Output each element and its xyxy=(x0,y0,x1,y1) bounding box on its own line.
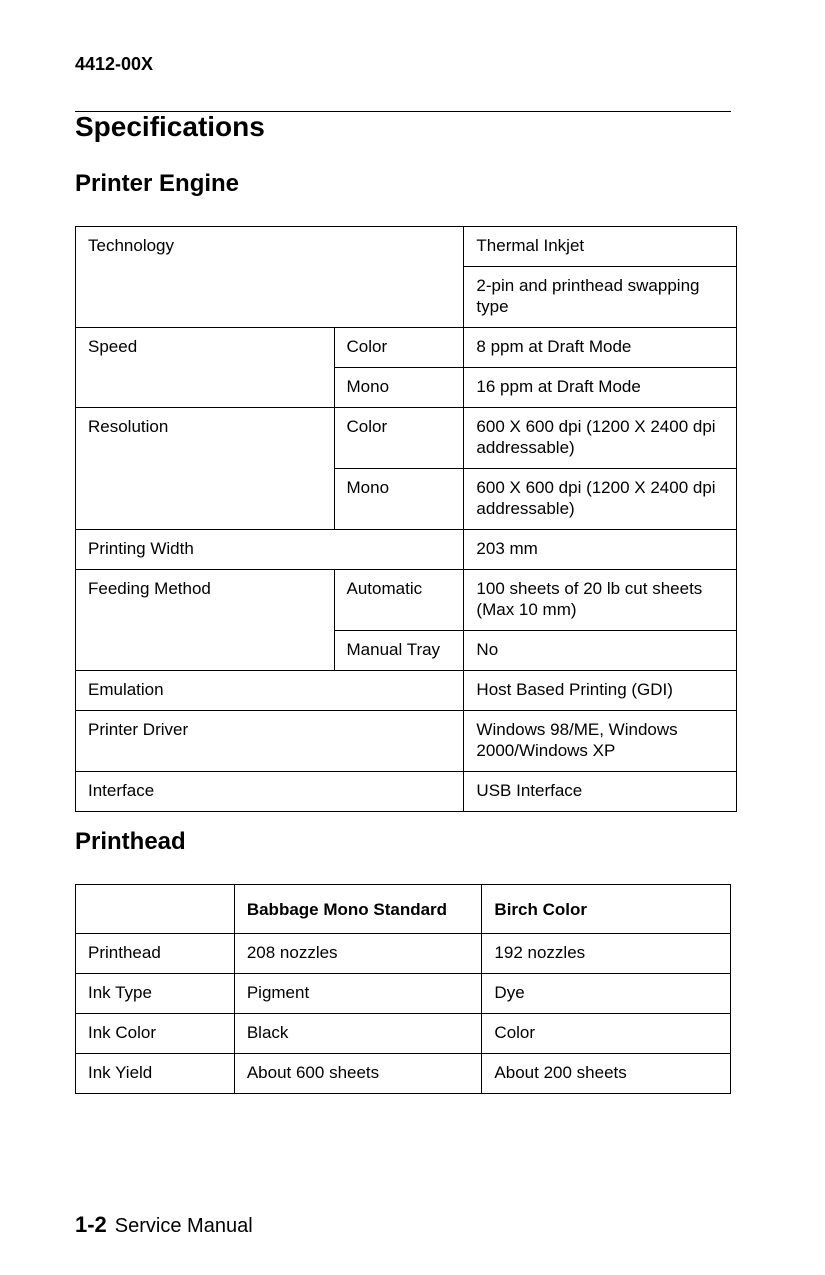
spec-label: Interface xyxy=(76,772,464,812)
table-row-printer-driver xyxy=(76,711,737,772)
printhead-table xyxy=(75,884,731,1094)
spec-value: Pigment xyxy=(234,974,482,1014)
spec-label: Resolution xyxy=(76,408,335,530)
spec-sublabel: Mono xyxy=(334,368,464,408)
spec-value: Windows 98/ME, Windows 2000/Windows XP xyxy=(464,711,737,772)
column-header: Babbage Mono Standard xyxy=(234,885,482,934)
spec-value: About 200 sheets xyxy=(482,1054,731,1094)
table-row-interface xyxy=(76,772,737,812)
table-row-technology-1 xyxy=(76,227,737,267)
table-row xyxy=(76,1054,731,1094)
spec-value: 2-pin and printhead swapping type xyxy=(464,267,737,328)
spec-value: Thermal Inkjet xyxy=(464,227,737,267)
table-header-row xyxy=(76,885,731,934)
spec-value: 600 X 600 dpi (1200 X 2400 dpi addressable) xyxy=(464,408,737,469)
table-row xyxy=(76,974,731,1014)
printer-engine-table xyxy=(75,226,737,812)
spec-value: Color xyxy=(482,1014,731,1054)
spec-value: 203 mm xyxy=(464,530,737,570)
table-row-emulation xyxy=(76,671,737,711)
spec-value: Dye xyxy=(482,974,731,1014)
spec-label: Speed xyxy=(76,328,335,408)
spec-label: Ink Color xyxy=(76,1014,235,1054)
spec-sublabel: Color xyxy=(334,328,464,368)
spec-sublabel: Color xyxy=(334,408,464,469)
column-header xyxy=(76,885,235,934)
spec-value: Host Based Printing (GDI) xyxy=(464,671,737,711)
spec-label: Printhead xyxy=(76,934,235,974)
spec-value: 600 X 600 dpi (1200 X 2400 dpi addressable) xyxy=(464,469,737,530)
table-row-resolution-color xyxy=(76,408,737,469)
spec-label: Feeding Method xyxy=(76,570,335,671)
spec-value: 8 ppm at Draft Mode xyxy=(464,328,737,368)
table-row-printing-width xyxy=(76,530,737,570)
spec-label: Printer Driver xyxy=(76,711,464,772)
manual-name: Service Manual xyxy=(114,1215,253,1237)
spec-value: Black xyxy=(234,1014,482,1054)
spec-sublabel: Manual Tray xyxy=(334,631,464,671)
page-footer xyxy=(75,1212,253,1238)
section-title-printer-engine: Printer Engine xyxy=(75,170,240,197)
document-id: 4412-00X xyxy=(75,54,154,74)
spec-value: About 600 sheets xyxy=(234,1054,482,1094)
page-title: Specifications xyxy=(75,111,265,142)
spec-value: USB Interface xyxy=(464,772,737,812)
spec-label: Emulation xyxy=(76,671,464,711)
spec-sublabel: Automatic xyxy=(334,570,464,631)
spec-sublabel: Mono xyxy=(334,469,464,530)
spec-value: 100 sheets of 20 lb cut sheets (Max 10 mm) xyxy=(464,570,737,631)
page-number: 1-2 xyxy=(75,1212,107,1237)
spec-value: 16 ppm at Draft Mode xyxy=(464,368,737,408)
spec-value: No xyxy=(464,631,737,671)
spec-label: Technology xyxy=(76,227,464,328)
spec-label: Ink Type xyxy=(76,974,235,1014)
column-header: Birch Color xyxy=(482,885,731,934)
spec-label: Printing Width xyxy=(76,530,464,570)
spec-value: 192 nozzles xyxy=(482,934,731,974)
table-row xyxy=(76,934,731,974)
table-row-feeding-automatic xyxy=(76,570,737,631)
section-title-printhead: Printhead xyxy=(75,828,186,855)
table-row-speed-color xyxy=(76,328,737,368)
spec-label: Ink Yield xyxy=(76,1054,235,1094)
spec-value: 208 nozzles xyxy=(234,934,482,974)
table-row xyxy=(76,1014,731,1054)
